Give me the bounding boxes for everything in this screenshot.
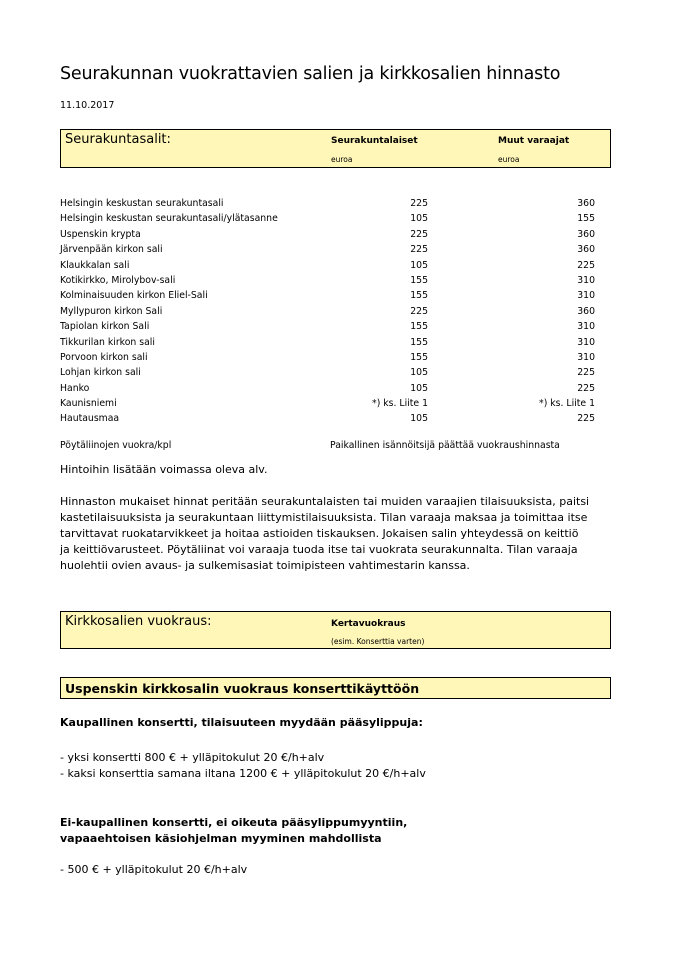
noncommercial-item: - 500 € + ylläpitokulut 20 €/h+alv bbox=[60, 863, 248, 876]
parish-halls-heading: Seurakuntasalit: bbox=[65, 132, 171, 147]
vat-note: Hintoihin lisätään voimassa oleva alv. bbox=[60, 463, 268, 476]
others-price: *) ks. Liite 1 bbox=[539, 398, 595, 410]
members-price: 105 bbox=[410, 382, 428, 394]
hall-name: Hautausmaa bbox=[60, 413, 120, 425]
one-time-rental-label: Kertavuokraus bbox=[331, 619, 406, 629]
uspenski-concert-heading: Uspenskin kirkkosalin vuokraus konserttikäyttöön bbox=[65, 681, 420, 696]
table-row bbox=[60, 396, 620, 411]
document-date: 11.10.2017 bbox=[60, 100, 115, 111]
others-price: 360 bbox=[577, 198, 595, 209]
hall-name: Tapiolan kirkon Sali bbox=[60, 321, 150, 333]
hall-name: Helsingin keskustan seurakuntasali/ylätasanne bbox=[60, 213, 278, 225]
table-row bbox=[60, 196, 620, 211]
members-price: 105 bbox=[410, 413, 428, 425]
others-price: 310 bbox=[577, 336, 595, 348]
members-price: 225 bbox=[410, 244, 428, 256]
members-price: 105 bbox=[410, 259, 428, 271]
members-price: 155 bbox=[410, 336, 428, 348]
others-price: 360 bbox=[577, 244, 595, 256]
hall-name: Järvenpään kirkon sali bbox=[60, 244, 163, 256]
members-price: 155 bbox=[410, 351, 428, 363]
others-price: 310 bbox=[577, 274, 595, 286]
noncommercial-heading: vapaaehtoisen käsiohjelman myyminen mahdollista bbox=[60, 832, 382, 845]
paragraph-line: kastetilaisuuksista ja seurakuntaan liittymistilaisuuksista. Tilan varaaja maksaa ja toimittaa itse bbox=[60, 511, 588, 524]
others-column-unit: euroa bbox=[498, 155, 520, 164]
others-price: 225 bbox=[577, 367, 595, 379]
table-row bbox=[60, 411, 620, 426]
others-price: 225 bbox=[577, 259, 595, 271]
commercial-item: - kaksi konserttia samana iltana 1200 € + ylläpitokulut 20 €/h+alv bbox=[60, 767, 426, 780]
members-column-label: Seurakuntalaiset bbox=[331, 136, 418, 146]
table-row bbox=[60, 335, 620, 350]
one-time-rental-note: (esim. Konserttia varten) bbox=[331, 637, 425, 646]
members-price: 225 bbox=[410, 198, 428, 209]
table-row bbox=[60, 242, 620, 257]
members-price: 225 bbox=[410, 305, 428, 317]
table-row bbox=[60, 350, 620, 365]
hall-name: Klaukkalan sali bbox=[60, 259, 130, 271]
hall-name: Tikkurilan kirkon sali bbox=[60, 336, 155, 348]
paragraph-line: ja keittiövarusteet. Pöytäliinat voi varaaja tuoda itse tai vuokrata seurakunnalta. Tilan varaaja bbox=[60, 543, 578, 556]
church-halls-header bbox=[60, 611, 611, 649]
table-row bbox=[60, 288, 620, 303]
others-price: 360 bbox=[577, 305, 595, 317]
members-price: *) ks. Liite 1 bbox=[372, 398, 428, 410]
others-price: 225 bbox=[577, 413, 595, 425]
others-price: 360 bbox=[577, 228, 595, 240]
commercial-concert-heading: Kaupallinen konsertti, tilaisuuteen myydään pääsylippuja: bbox=[60, 716, 423, 729]
uspenski-concert-header bbox=[60, 677, 611, 699]
others-column-label: Muut varaajat bbox=[498, 136, 570, 146]
hall-name: Porvoon kirkon sali bbox=[60, 351, 148, 363]
table-row bbox=[60, 211, 620, 226]
halls-price-table bbox=[60, 196, 620, 427]
tablecloth-rental-note: Paikallinen isännöitsijä päättää vuokraushinnasta bbox=[330, 440, 560, 451]
commercial-item: - yksi konsertti 800 € + ylläpitokulut 20 €/h+alv bbox=[60, 751, 325, 764]
others-price: 310 bbox=[577, 321, 595, 333]
parish-halls-header bbox=[60, 129, 611, 168]
members-price: 155 bbox=[410, 274, 428, 286]
tablecloth-rental-label: Pöytäliinojen vuokra/kpl bbox=[60, 440, 172, 451]
church-halls-heading: Kirkkosalien vuokraus: bbox=[65, 614, 212, 629]
table-row bbox=[60, 365, 620, 380]
document-title: Seurakunnan vuokrattavien salien ja kirkkosalien hinnasto bbox=[60, 64, 561, 84]
others-price: 155 bbox=[577, 213, 595, 225]
members-price: 225 bbox=[410, 228, 428, 240]
hall-name: Uspenskin krypta bbox=[60, 228, 141, 240]
terms-paragraph bbox=[60, 494, 590, 574]
noncommercial-heading: Ei-kaupallinen konsertti, ei oikeuta pääsylippumyyntiin, bbox=[60, 816, 408, 829]
hall-name: Kolminaisuuden kirkon Eliel-Sali bbox=[60, 290, 208, 302]
hall-name: Kaunisniemi bbox=[60, 398, 117, 410]
hall-name: Kotikirkko, Mirolybov-sali bbox=[60, 274, 176, 286]
table-row bbox=[60, 258, 620, 273]
paragraph-line: Hinnaston mukaiset hinnat peritään seurakuntalaisten tai muiden varaajien tilaisuuksista, paitsi bbox=[60, 495, 590, 508]
paragraph-line: huolehtii ovien avaus- ja sulkemisasiat toimipisteen vahtimestarin kanssa. bbox=[60, 559, 470, 572]
members-price: 155 bbox=[410, 290, 428, 302]
hall-name: Hanko bbox=[60, 382, 90, 394]
others-price: 310 bbox=[577, 290, 595, 302]
members-price: 105 bbox=[410, 213, 428, 225]
table-row bbox=[60, 273, 620, 288]
table-row bbox=[60, 227, 620, 242]
hall-name: Helsingin keskustan seurakuntasali bbox=[60, 198, 224, 209]
table-row bbox=[60, 319, 620, 334]
hall-name: Myllypuron kirkon Sali bbox=[60, 305, 163, 317]
members-price: 155 bbox=[410, 321, 428, 333]
others-price: 225 bbox=[577, 382, 595, 394]
hall-name: Lohjan kirkon sali bbox=[60, 367, 141, 379]
paragraph-line: tarvittavat ruokatarvikkeet ja hoitaa astioiden tiskauksen. Jokaisen salin yhteydessä on keittiö bbox=[60, 527, 579, 540]
table-row bbox=[60, 304, 620, 319]
others-price: 310 bbox=[577, 351, 595, 363]
members-price: 105 bbox=[410, 367, 428, 379]
members-column-unit: euroa bbox=[331, 155, 353, 164]
table-row bbox=[60, 381, 620, 396]
